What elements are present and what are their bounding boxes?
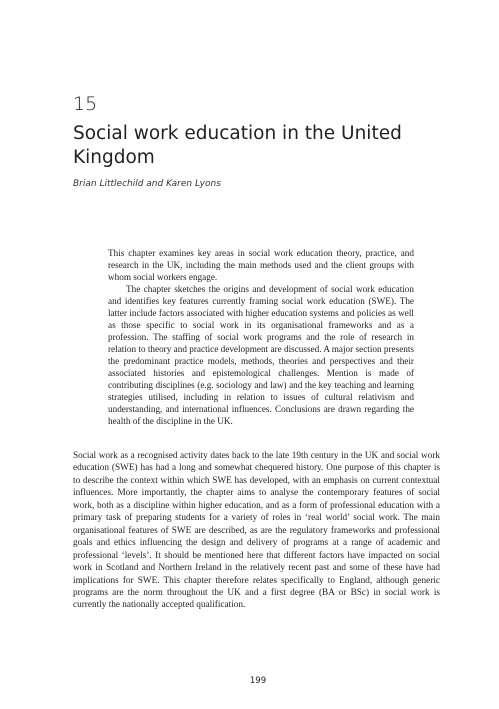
abstract-paragraph: The chapter sketches the origins and development of social work education and identifies key features currently framing social work education (SWE). The latter include factors associated with higher education systems and policies as well as those specific to social work in its organisational frameworks and as a profession. The staffing of social work programs and the role of research in relation to theory and practice development are discussed. A major section presents the predominant practice models, methods, theories and perspectives and their associated histories and epistemological challenges. Mention is made of contributing disciplines (e.g. sociology and law) and the key teaching and learning strategies utilised, including in relation to issues of cultural relativism and understanding, and international influences. Conclusions are drawn regarding the health of the discipline in the UK. bbox=[108, 284, 414, 426]
chapter-abstract bbox=[108, 247, 414, 427]
body-text bbox=[73, 450, 440, 612]
page-number: 199 bbox=[249, 676, 267, 686]
chapter-number: 15 bbox=[73, 93, 98, 115]
body-paragraph: Social work as a recognised activity dates back to the late 19th century in the UK and social work education (SWE) has had a long and somewhat chequered history. One purpose of this chapter is to describe the context within which SWE has developed, with an emphasis on current contextual influences. More importantly, the chapter aims to analyse the contemporary features of social work, both as a discipline within higher education, and as a form of professional education with a primary task of preparing students for a variety of roles in ‘real world’ social work. The main organisational features of SWE are described, as are the regulatory frameworks and professional goals and ethics influencing the design and delivery of programs at a range of academic and professional ‘levels’. It should be mentioned here that different factors have impacted on social work in Scotland and Northern Ireland in the relatively recent past and some of these have had implications for SWE. This chapter therefore relates specifically to England, although generic programs are the norm throughout the UK and a first degree (BA or BSc) in social work is currently the nationally accepted qualification. bbox=[73, 451, 440, 611]
chapter-authors: Brian Littlechild and Karen Lyons bbox=[73, 179, 221, 189]
chapter-title: Social work education in the United Kingdom bbox=[73, 123, 402, 168]
abstract-paragraph: This chapter examines key areas in social work education theory, practice, and research in the UK, including the main methods used and the client groups with whom social workers engage. bbox=[108, 248, 414, 282]
